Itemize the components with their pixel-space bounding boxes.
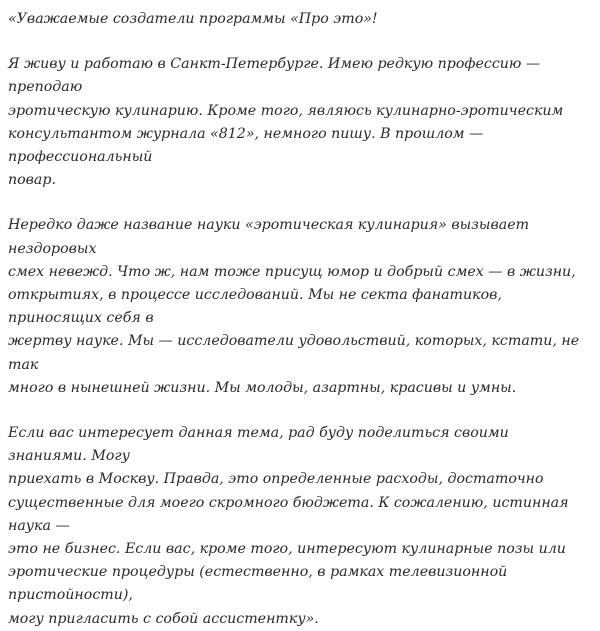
letter-greeting: «Уважаемые создатели программы «Про это»! <box>8 11 378 27</box>
letter-paragraph-2: Нередко даже название науки «эротическая кулинария» вызывает нездоровых смех невежд. Что ж, нам тоже присущ юмор и добрый смех — в жизни, открытиях, в процессе исследований. Мы не секта фанатиков, приносящих себя в жертву науке. Мы — исследователи удовольствий, которых, кстати, не так много в нынешней жизни. Мы молоды, азартны, красивы и умны. <box>8 217 580 396</box>
letter-paragraph-3: Если вас интересует данная тема, рад буду поделиться своими знаниями. Могу приехать в Москву. Правда, это определенные расходы, достаточно существенные для моего скромного бюджета. К сожалению, истинная наука — это не бизнес. Если вас, кроме того, интересуют кулинарные позы или эротические процедуры (естественно, в рамках телевизионной пристойности), могу пригласить с собой ассистентку». <box>8 425 569 627</box>
letter-paragraph-1: Я живу и работаю в Санкт-Петербурге. Имею редкую профессию — преподаю эротическую кулинарию. Кроме того, являюсь кулинарно-эротическим консультантом журнала «812», немного пишу. В прошлом — профессиональный повар. <box>8 56 564 189</box>
